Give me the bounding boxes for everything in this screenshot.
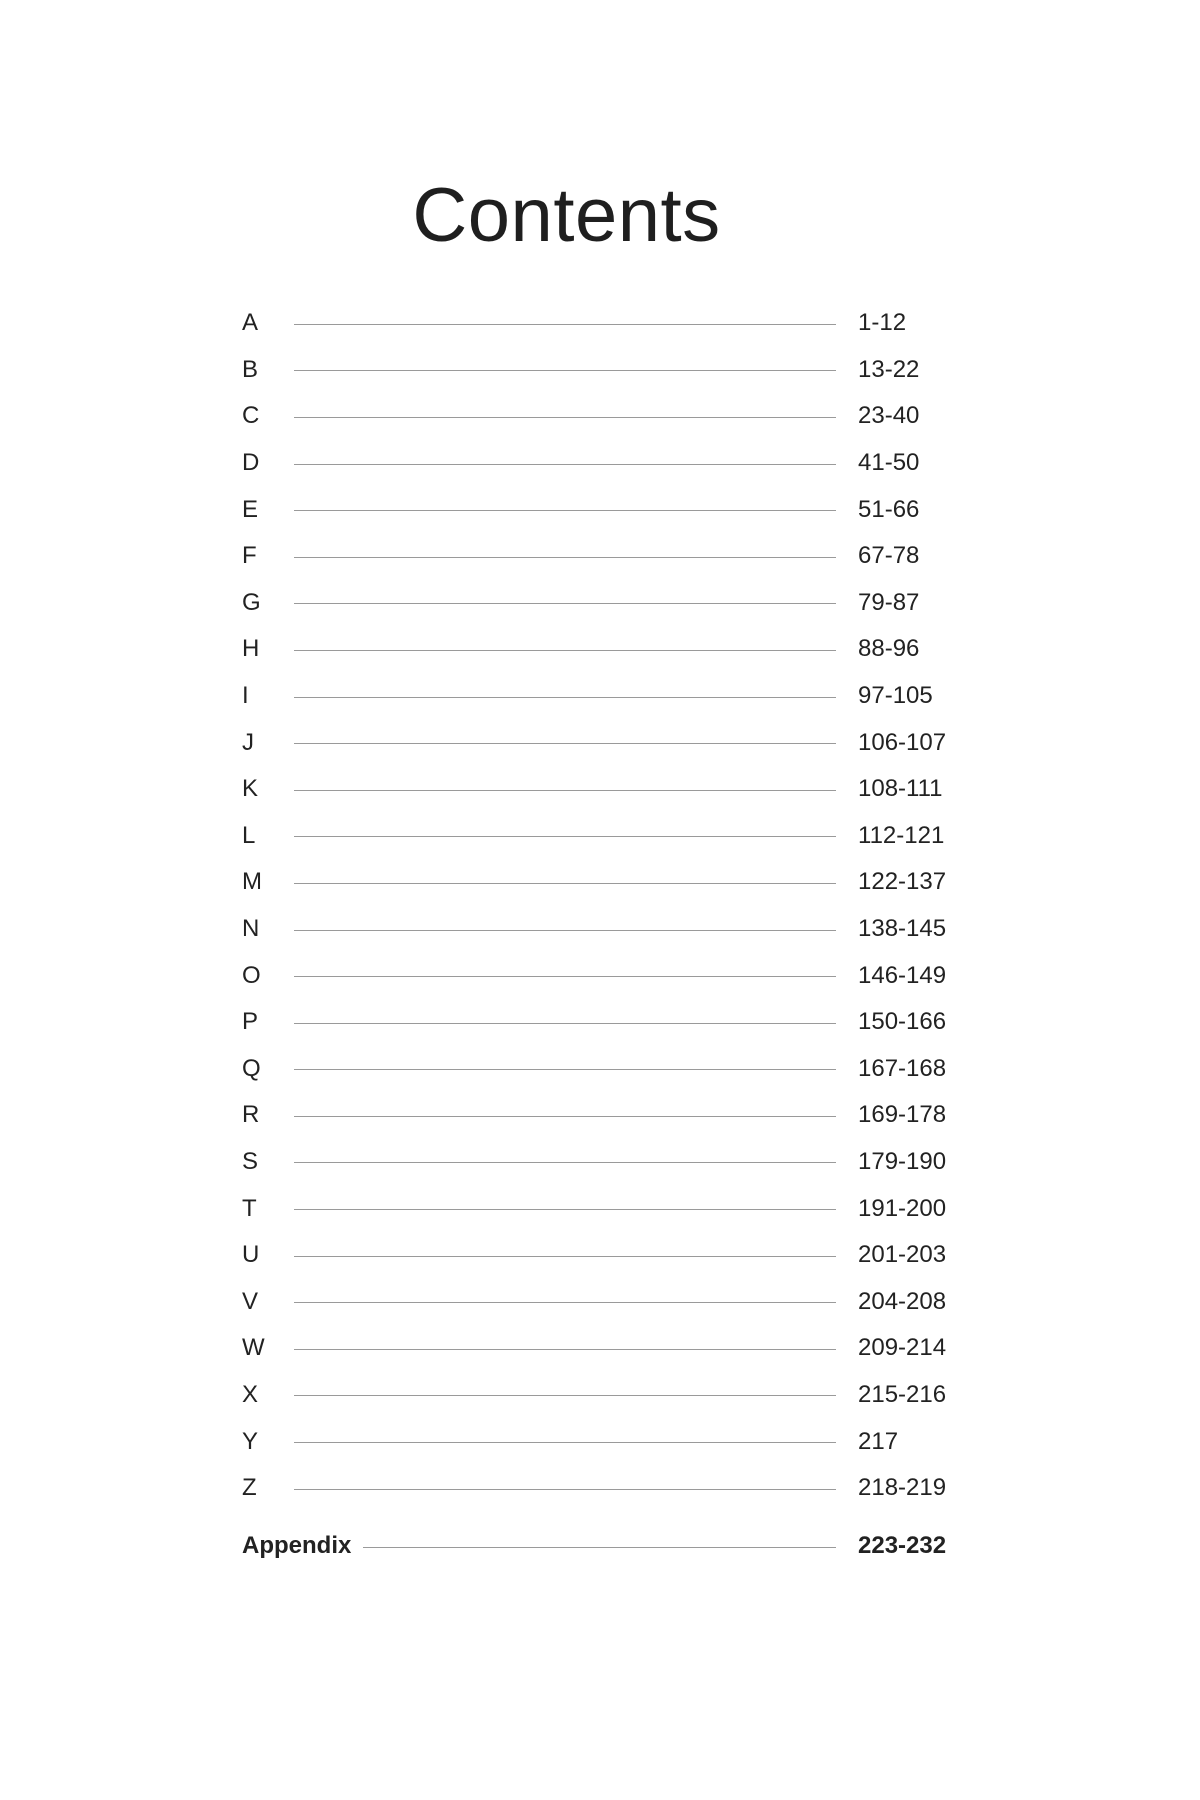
dot-leader (294, 603, 836, 604)
dot-leader (294, 1395, 836, 1396)
toc-entry-pages: 13-22 (858, 355, 920, 383)
dot-leader (294, 464, 836, 465)
toc-entry-pages: 169-178 (858, 1101, 947, 1129)
toc-entry-q[interactable] (240, 1046, 960, 1093)
toc-entry-e[interactable] (240, 486, 960, 533)
toc-entry-label: J (242, 728, 254, 756)
dot-leader (294, 510, 836, 511)
toc-entry-pages: 223-232 (858, 1532, 947, 1560)
toc-entry-pages: 209-214 (858, 1334, 947, 1362)
toc-entry-pages: 51-66 (858, 495, 920, 523)
toc-entry-w[interactable] (240, 1325, 960, 1372)
dot-leader (294, 417, 836, 418)
toc-entry-label: K (242, 775, 259, 803)
toc-entry-n[interactable] (240, 906, 960, 953)
toc-entry-pages: 112-121 (858, 821, 945, 849)
dot-leader (294, 976, 836, 977)
toc-entry-label: U (242, 1241, 260, 1269)
toc-entry-label: D (242, 449, 260, 477)
toc-entry-label: I (242, 682, 249, 710)
dot-leader (294, 697, 836, 698)
toc-entry-pages: 67-78 (858, 542, 920, 570)
toc-entry-label: O (242, 961, 261, 989)
dot-leader (294, 1302, 836, 1303)
toc-entry-v[interactable] (240, 1278, 960, 1325)
toc-entry-label: W (242, 1334, 265, 1362)
toc-entry-label: G (242, 588, 261, 616)
dot-leader (294, 1489, 836, 1490)
dot-leader (294, 1349, 836, 1350)
toc-entry-d[interactable] (240, 440, 960, 487)
toc-entry-label: Appendix (242, 1532, 352, 1560)
toc-entry-pages: 88-96 (858, 635, 920, 663)
toc-entry-m[interactable] (240, 859, 960, 906)
dot-leader (294, 1069, 836, 1070)
toc-entry-c[interactable] (240, 393, 960, 440)
toc-entry-label: L (242, 821, 256, 849)
dot-leader (294, 650, 836, 651)
dot-leader (294, 324, 836, 325)
toc-entry-label: S (242, 1147, 259, 1175)
toc-entry-l[interactable] (240, 813, 960, 860)
toc-entry-u[interactable] (240, 1232, 960, 1279)
dot-leader (294, 1023, 836, 1024)
dot-leader (294, 743, 836, 744)
toc-entry-pages: 23-40 (858, 402, 920, 430)
toc-entry-pages: 201-203 (858, 1241, 947, 1269)
toc-entry-pages: 179-190 (858, 1147, 947, 1175)
toc-entry-x[interactable] (240, 1372, 960, 1419)
toc-entry-label: Z (242, 1474, 257, 1502)
toc-entry-label: N (242, 915, 260, 943)
toc-entry-label: V (242, 1287, 259, 1315)
toc-entry-pages: 138-145 (858, 915, 947, 943)
toc-entry-label: C (242, 402, 260, 430)
toc-entry-label: X (242, 1380, 259, 1408)
toc-entry-label: H (242, 635, 260, 663)
toc-entry-pages: 215-216 (858, 1380, 947, 1408)
dot-leader (363, 1547, 836, 1548)
toc-entry-i[interactable] (240, 673, 960, 720)
toc-entry-label: Y (242, 1427, 259, 1455)
dot-leader (294, 836, 836, 837)
toc-entry-pages: 41-50 (858, 449, 920, 477)
toc-entry-pages: 218-219 (858, 1474, 947, 1502)
dot-leader (294, 883, 836, 884)
toc-entry-g[interactable] (240, 580, 960, 627)
toc-entry-h[interactable] (240, 626, 960, 673)
toc-entry-z[interactable] (240, 1465, 960, 1512)
dot-leader (294, 1209, 836, 1210)
toc-entry-label: P (242, 1008, 259, 1036)
dot-leader (294, 557, 836, 558)
toc-entry-a[interactable] (240, 300, 960, 347)
toc-entry-pages: 146-149 (858, 961, 947, 989)
dot-leader (294, 1116, 836, 1117)
toc-entry-t[interactable] (240, 1185, 960, 1232)
table-of-contents (240, 300, 960, 1571)
toc-entry-o[interactable] (240, 952, 960, 999)
toc-entries (240, 300, 960, 1511)
toc-entry-label: M (242, 868, 262, 896)
dot-leader (294, 370, 836, 371)
toc-entry-f[interactable] (240, 533, 960, 580)
toc-entry-p[interactable] (240, 999, 960, 1046)
page-title: Contents (412, 173, 721, 258)
toc-entry-label: E (242, 495, 259, 523)
toc-entry-pages: 217 (858, 1427, 899, 1455)
toc-entry-k[interactable] (240, 766, 960, 813)
toc-entry-label: A (242, 309, 259, 337)
toc-entry-j[interactable] (240, 719, 960, 766)
toc-entry-pages: 167-168 (858, 1054, 947, 1082)
toc-entry-label: T (242, 1194, 257, 1222)
toc-entry-pages: 108-111 (858, 775, 943, 803)
dot-leader (294, 790, 836, 791)
toc-entry-pages: 204-208 (858, 1287, 947, 1315)
toc-entry-label: F (242, 542, 257, 570)
dot-leader (294, 1256, 836, 1257)
toc-entry-pages: 150-166 (858, 1008, 947, 1036)
toc-entry-pages: 191-200 (858, 1194, 947, 1222)
toc-entry-pages: 122-137 (858, 868, 947, 896)
toc-entry-label: R (242, 1101, 260, 1129)
toc-entry-pages: 97-105 (858, 682, 933, 710)
toc-entry-label: B (242, 355, 259, 383)
toc-entry-y[interactable] (240, 1418, 960, 1465)
toc-entry-pages: 79-87 (858, 588, 920, 616)
toc-entry-label: Q (242, 1054, 261, 1082)
toc-entry-b[interactable] (240, 347, 960, 394)
toc-entry-s[interactable] (240, 1139, 960, 1186)
toc-entry-pages: 1-12 (858, 309, 907, 337)
dot-leader (294, 1162, 836, 1163)
dot-leader (294, 930, 836, 931)
toc-entry-appendix[interactable] (240, 1521, 960, 1571)
toc-entry-r[interactable] (240, 1092, 960, 1139)
toc-entry-pages: 106-107 (858, 728, 947, 756)
dot-leader (294, 1442, 836, 1443)
